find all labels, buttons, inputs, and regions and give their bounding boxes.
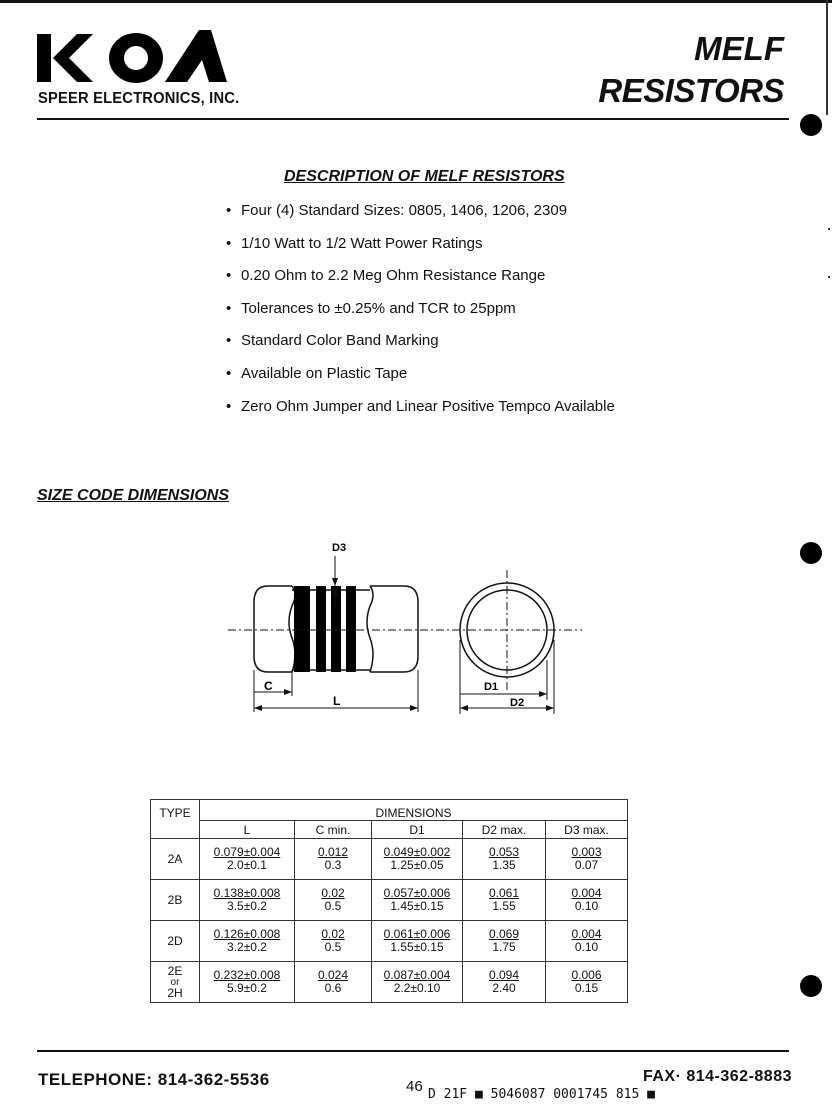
c-label: C — [264, 679, 273, 693]
type-cell: 2D — [151, 921, 200, 962]
col-header: D3 max. — [546, 821, 628, 839]
list-item: • Available on Plastic Tape — [226, 364, 408, 382]
dimensions-table — [150, 799, 628, 1003]
binder-hole — [800, 542, 822, 564]
page-title-line2: RESISTORS — [598, 72, 784, 109]
type-cell: 2B — [151, 880, 200, 921]
print-code: D 21F ■ 5046087 0001745 815 ■ — [428, 1087, 655, 1102]
table-row: 2A 0.079±0.004 2.0±0.1 0.012 0.3 0.049±0.002 1.25±0.05 0.053 1.35 0.003 0.07 — [151, 839, 628, 880]
table-row: 2D 0.126±0.008 3.2±0.2 0.02 0.5 0.061±0.006 1.55±0.15 0.069 1.75 0.004 0.10 — [151, 921, 628, 962]
binder-hole — [800, 114, 822, 136]
d2-label: D2 — [510, 697, 525, 709]
type-cell: 2A — [151, 839, 200, 880]
top-border — [0, 0, 832, 3]
list-item: • 0.20 Ohm to 2.2 Meg Ohm Resistance Range — [226, 267, 546, 285]
col-header: D2 max. — [463, 821, 546, 839]
header-rule — [37, 118, 789, 120]
col-header: D1 — [372, 821, 463, 839]
resistor-dimension-diagram — [220, 530, 590, 720]
list-item: • Tolerances to ±0.25% and TCR to 25ppm — [226, 299, 516, 317]
koa-logo — [37, 30, 227, 86]
description-heading: DESCRIPTION OF MELF RESISTORS — [284, 168, 565, 185]
table-row: 2B 0.138±0.008 3.5±0.2 0.02 0.5 0.057±0.006 1.45±0.15 0.061 1.55 0.004 0.10 — [151, 880, 628, 921]
d1-label: D1 — [484, 681, 499, 693]
feature-list — [226, 202, 615, 430]
col-header: L — [200, 821, 295, 839]
dimensions-header: DIMENSIONS — [200, 800, 628, 821]
company-name: SPEER ELECTRONICS, INC. — [38, 90, 240, 107]
page-number: 46 — [406, 1078, 423, 1095]
d3-label: D3 — [332, 542, 347, 554]
footer-rule — [37, 1050, 789, 1052]
list-item: • 1/10 Watt to 1/2 Watt Power Ratings — [226, 234, 483, 252]
telephone: TELEPHONE: 814-362-5536 — [38, 1070, 270, 1089]
col-header: C min. — [295, 821, 372, 839]
size-heading: SIZE CODE DIMENSIONS — [37, 487, 230, 504]
l-label: L — [333, 694, 341, 708]
margin-mark — [828, 228, 830, 230]
list-item: • Four (4) Standard Sizes: 0805, 1406, 1206, 2309 — [226, 202, 568, 219]
type-cell: 2E or 2H — [151, 962, 200, 1003]
table-row: 2E or 2H 0.232±0.008 5.9±0.2 0.024 0.6 0.087±0.004 2.2±0.10 0.094 2.40 0.006 0.15 — [151, 962, 628, 1003]
margin-mark — [828, 276, 830, 278]
type-header: TYPE — [151, 800, 200, 839]
right-border — [826, 0, 828, 115]
binder-hole — [800, 975, 822, 997]
list-item: • Zero Ohm Jumper and Linear Positive Tempco Available — [226, 397, 615, 415]
fax: FAX· 814-362-8883 — [642, 1068, 792, 1085]
list-item: • Standard Color Band Marking — [226, 332, 439, 350]
page-title-line1: MELF — [694, 30, 784, 67]
color-bands — [294, 586, 356, 672]
